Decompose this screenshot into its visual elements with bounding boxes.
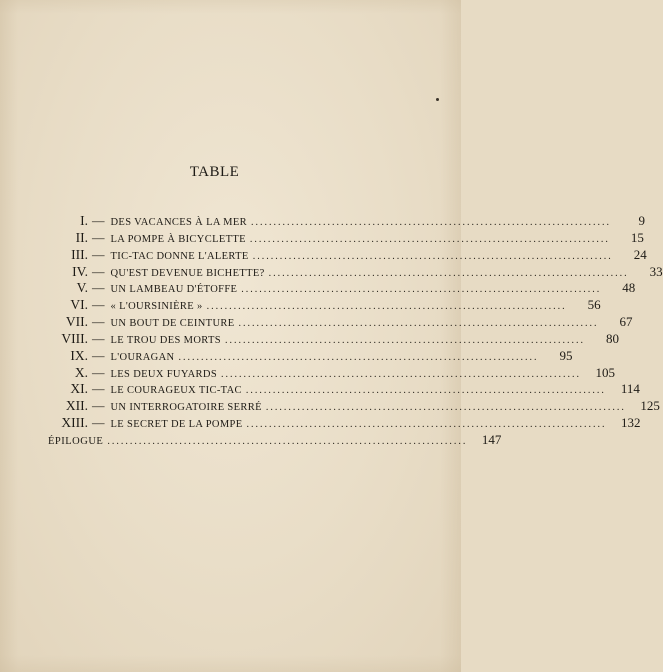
dot-leader: ................................................................................ (178, 351, 539, 363)
toc-entry-11 (48, 381, 640, 398)
dash: — (92, 416, 105, 431)
page-number: 95 (559, 347, 573, 363)
chapter-numeral: VII. (65, 314, 88, 330)
dot-leader: ................................................................................ (268, 267, 629, 279)
chapter-title: LES DEUX FUYARDS (110, 368, 218, 380)
chapter-numeral: V. (76, 280, 88, 296)
dot-leader: ................................................................................ (206, 301, 567, 313)
chapter-title: QU'EST DEVENUE BICHETTE? (110, 267, 265, 279)
dot-leader: ................................................................................ (252, 250, 613, 262)
chapter-title: DES VACANCES À LA MER (110, 217, 247, 228)
chapter-title: UN LAMBEAU D'ÉTOFFE (110, 284, 238, 296)
page-number: 114 (620, 381, 640, 397)
toc-entry-6 (48, 297, 601, 314)
page-number: 9 (638, 213, 645, 228)
dot-leader: ................................................................................ (245, 385, 606, 397)
chapter-title: UN BOUT DE CEINTURE (110, 318, 235, 330)
ink-speck (436, 98, 439, 101)
page-number: 15 (630, 229, 644, 245)
dash: — (92, 315, 105, 330)
chapter-title: LE COURAGEUX TIC-TAC (110, 385, 242, 397)
dash: — (92, 264, 105, 279)
dot-leader: ................................................................................ (107, 435, 468, 447)
chapter-numeral: VI. (70, 297, 88, 313)
dot-leader: ................................................................................ (246, 419, 607, 431)
toc-entry-12 (48, 398, 660, 415)
chapter-numeral: X. (74, 364, 88, 380)
toc-entry-9 (48, 347, 573, 365)
chapter-title: LE TROU DES MORTS (110, 334, 221, 346)
page-number: 105 (595, 364, 616, 380)
toc-entry-4 (48, 263, 663, 281)
dot-leader: ................................................................................ (265, 402, 626, 414)
chapter-title: TIC-TAC DONNE L'ALERTE (110, 250, 249, 262)
table-of-contents (48, 213, 663, 449)
dash: — (92, 230, 105, 245)
dash: — (92, 382, 105, 397)
page-number: 67 (619, 314, 633, 330)
page-number: 33 (649, 263, 663, 279)
dash: — (92, 331, 105, 346)
toc-entry-7 (48, 314, 633, 331)
chapter-title: L'OURAGAN (110, 351, 175, 363)
dot-leader: ................................................................................ (224, 334, 585, 346)
toc-entry-10 (48, 364, 616, 382)
dash: — (92, 348, 105, 363)
toc-entry-3 (48, 246, 647, 264)
toc-entry-2 (48, 229, 644, 247)
chapter-numeral: XI. (70, 381, 88, 397)
page-number: 56 (587, 297, 601, 313)
chapter-numeral: IV. (72, 263, 88, 279)
page-number: 125 (640, 398, 660, 414)
chapter-numeral: XII. (65, 398, 88, 414)
dash: — (92, 281, 105, 296)
dot-leader: ................................................................................ (251, 217, 611, 228)
dash: — (92, 214, 105, 228)
toc-entry-1 (48, 213, 645, 230)
epilogue-title: ÉPILOGUE (48, 435, 104, 447)
chapter-numeral: VIII. (61, 330, 88, 346)
dash: — (92, 298, 105, 313)
page-number: 132 (621, 415, 641, 431)
dash: — (92, 399, 105, 414)
chapter-numeral: III. (71, 246, 88, 262)
page-number: 48 (622, 280, 636, 296)
chapter-numeral: I. (80, 213, 88, 228)
page-number: 24 (633, 246, 647, 262)
page-title: TABLE (189, 164, 240, 180)
chapter-numeral: XIII. (61, 415, 88, 431)
chapter-title: UN INTERROGATOIRE SERRÉ (110, 402, 262, 414)
chapter-numeral: IX. (70, 347, 88, 363)
dash: — (92, 365, 105, 380)
chapter-numeral: II. (75, 229, 88, 245)
dot-leader: ................................................................................ (238, 318, 599, 330)
toc-entry-8 (48, 330, 619, 348)
page-number: 147 (481, 431, 502, 447)
chapter-title: LE SECRET DE LA POMPE (110, 419, 243, 431)
page-number: 80 (605, 330, 619, 346)
dot-leader: ................................................................................ (249, 233, 610, 245)
dot-leader: ................................................................................ (221, 368, 582, 380)
toc-entry-epilogue (48, 431, 502, 449)
chapter-title: LA POMPE À BICYCLETTE (110, 233, 246, 245)
chapter-title: « L'OURSINIÈRE » (110, 301, 203, 313)
toc-entry-13 (48, 415, 641, 432)
dot-leader: ................................................................................ (241, 284, 602, 296)
dash: — (92, 247, 105, 262)
toc-entry-5 (48, 280, 636, 297)
